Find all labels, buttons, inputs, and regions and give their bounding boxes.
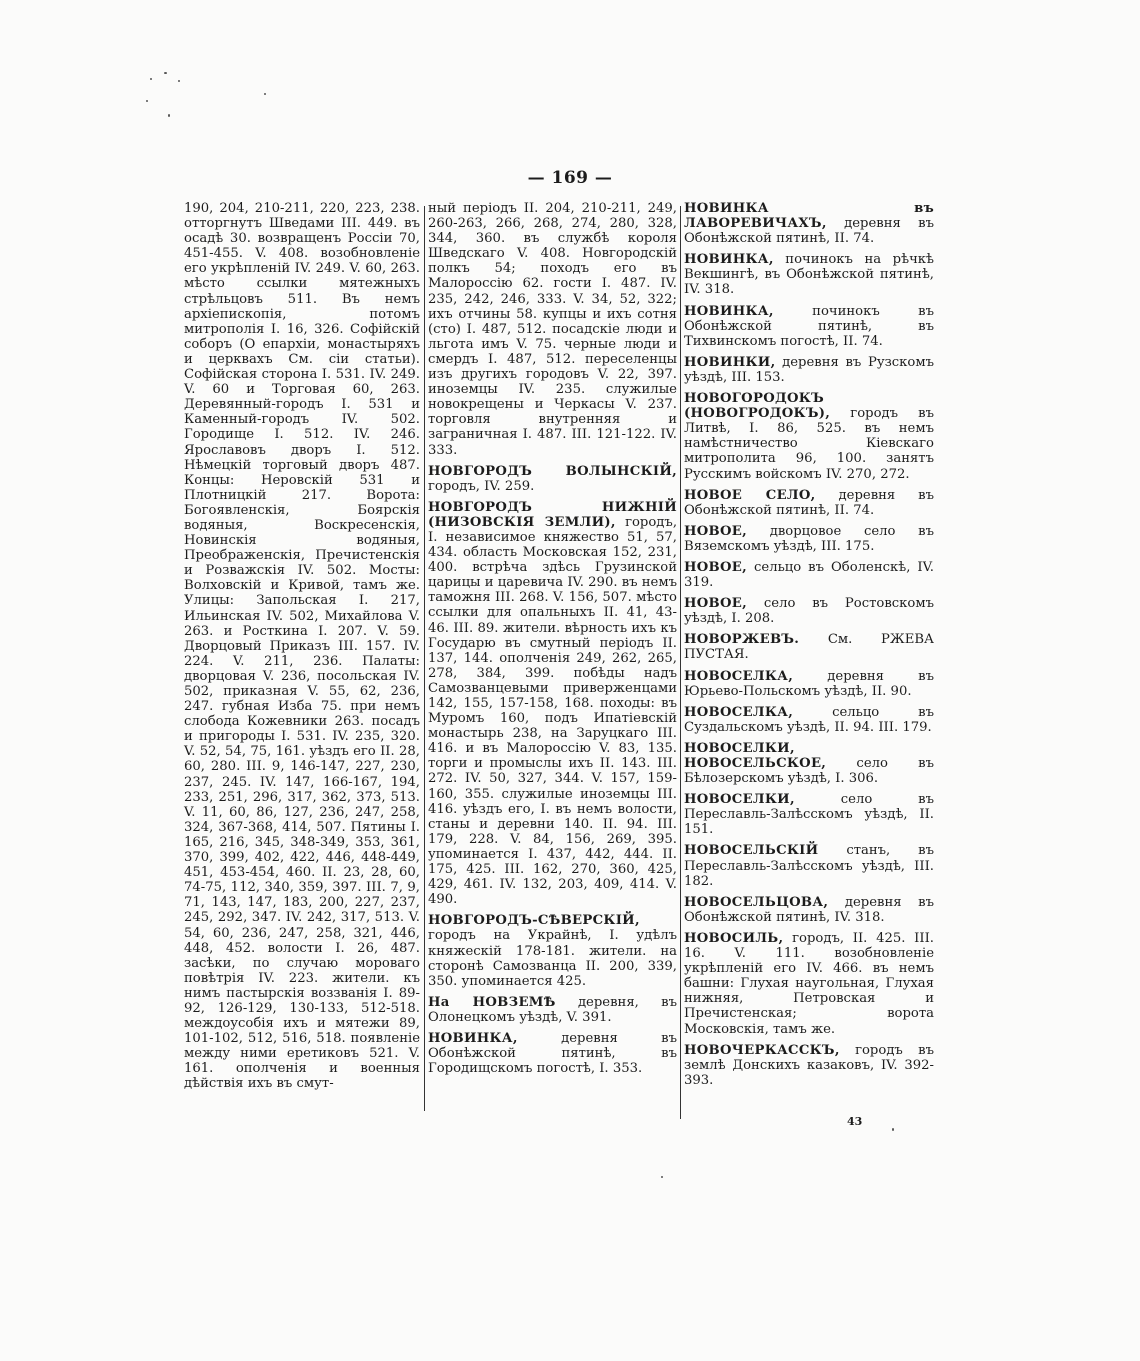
index-entry [684, 304, 934, 349]
entry-text: 190, 204, 210-211, 220, 223, 238. отторгнутъ Шведами III. 449. въ осадѣ 30. возвращенъ Россіи 70, 451-455. V. 408. возобновленіе его укрѣпленій IV. 249. V. 60, 263. мѣсто ссылки мятежныхъ стрѣльцовъ 511. Въ немъ архіепископія, потомъ митрополія I. 16, 326. Софійскій соборъ (О епархіи, монастыряхъ и церквахъ См. сіи статьи). Софійская сторона I. 531. IV. 249. V. 60 и Торговая 60, 263. Деревянный-городъ I. 531 и Каменный-городъ IV. 502. Городище I. 512. IV. 246. Ярославовъ дворъ I. 512. Нѣмецкій торговый дворъ 487. Концы: Неровскій 531 и Плотницкій 217. Ворота: Богоявленскія, Боярскія водяныя, Воскресенскія, Новинскія водяныя, Преображенскія, Пречистенскія и Розважскія IV. 502. Мосты: Волховскій и Кривой, тамъ же. Улицы: Запольская I. 217, Ильинская IV. 502, Михайлова V. 263. и Росткина I. 207. V. 59. Дворцовый Приказъ III. 157. IV. 224. V. 211, 236. Палаты: дворцовая V. 236, посольская IV. 502, приказная V. 55, 62, 236, 247. губная Изба 75. при немъ слобода Кожевники 263. посадъ и пригороды I. 531. IV. 235, 320. V. 52, 54, 75, 161. уѣздъ его II. 28, 60, 280. III. 9, 146-147, 227, 230, 237, 245. IV. 147, 166-167, 194, 233, 251, 296, 317, 362, 373, 513. V. 11, 60, 86, 127, 236, 247, 258, 324, 367-368, 414, 507. Пятины I. 165, 216, 345, 348-349, 353, 361, 370, 399, 402, 422, 446, 448-449, 451, 453-454, 460. II. 23, 28, 60, 74-75, 112, 340, 359, 397. III. 7, 9, 71, 143, 147, 183, 200, 227, 237, 245, 292, 347. IV. 242, 317, 513. V. 54, 60, 236, 247, 258, 321, 446, 448, 452. волости I. 26, 487. засѣки, по случаю мороваго повѣтрія IV. 223. жители. къ нимъ пастырскія воззванія I. 89-92, 126-129, 130-133, 512-518. междоусобія ихъ и мятежи 89, 101-102, 512, 516, 518. появленіе между ними еретиковъ 521. V. 161. ополченія и военныя дѣйствія ихъ въ смут- [184, 201, 420, 1092]
entry-text: деревня въ Обонѣжской пятинѣ, II. 74. [684, 216, 934, 247]
entry-text: сельцо въ Суздальскомъ уѣздѣ, II. 94. III. 179. [684, 704, 934, 735]
entry-text: городъ въ Литвѣ, I. 86, 525. въ немъ намѣстничество Кіевскаго митрополита 96, 100. занятъ Русскимъ войскомъ IV. 270, 272. [684, 406, 934, 482]
entry-heading: НОВОСЕЛКА, [684, 704, 794, 720]
index-entry [684, 931, 934, 1037]
scan-speck [164, 72, 167, 74]
sheet-number: 43 [847, 1115, 863, 1128]
entry-heading: НОВОЕ, [684, 523, 748, 539]
entry-text: деревня въ Обонѣжской пятинѣ, II. 74. [684, 487, 935, 518]
text-column-1 [184, 201, 420, 1098]
text-column-2 [428, 201, 677, 1082]
entry-text: деревня, въ Олонецкомъ уѣздѣ, V. 391. [428, 994, 677, 1025]
entry-heading: НОВИНКА, [684, 252, 774, 268]
index-entry [684, 741, 934, 786]
page-number: — 169 — [527, 168, 613, 188]
index-entry [684, 355, 934, 385]
entry-text: село въ Бѣлозерскомъ уѣздѣ, I. 306. [684, 756, 934, 787]
entry-text: городъ, IV. 259. [428, 478, 535, 494]
index-entry [684, 596, 934, 626]
entry-heading: НОВОЧЕРКАССКЪ, [684, 1042, 840, 1058]
index-entry [684, 560, 934, 590]
index-entry [684, 488, 934, 518]
column-rule-left [424, 206, 425, 1111]
index-entry [184, 201, 420, 1092]
scan-speck [264, 93, 266, 95]
scan-speck [168, 114, 170, 117]
entry-text: село въ Ростовскомъ уѣздѣ, I. 208. [684, 596, 934, 627]
scan-speck [146, 100, 148, 102]
scan-speck [661, 1176, 663, 1178]
scan-speck [178, 80, 180, 82]
index-entry [428, 1031, 677, 1076]
entry-heading: НОВОЕ, [684, 596, 748, 612]
index-entry [684, 705, 934, 735]
entry-text: ный періодъ II. 204, 210-211, 249, 260-263, 266, 268, 274, 280, 328, 344, 360. въ службѣ короля Шведскаго V. 408. Новгородскій полкъ 54; походъ его въ Малороссію 62. гости I. 487. IV. 235, 242, 246, 333. V. 34, 52, 322; ихъ отчины 58. купцы и ихъ сотня (сто) I. 487, 512. посадскіе люди и льгота имъ V. 75. черные люди и смердъ I. 487, 512. переселенцы изъ другихъ городовъ V. 22, 397. иноземцы IV. 235. служилые новокрещены и Черкасы V. 237. торговля внутренняя и заграничная I. 487. III. 121-122. IV. 333. [428, 201, 677, 458]
index-entry [684, 843, 934, 888]
index-entry [684, 632, 934, 662]
entry-heading: НОВОСЕЛЬЦОВА, [684, 894, 829, 910]
index-entry [684, 391, 934, 482]
index-entry [428, 464, 677, 494]
index-entry [684, 1043, 934, 1088]
scan-speck [150, 78, 152, 80]
entry-heading: НОВОЕ СЕЛО, [684, 487, 816, 503]
index-entry [684, 201, 934, 246]
text-column-3 [684, 201, 934, 1094]
entry-heading: НОВГОРОДЪ-СѢВЕРСКІЙ, [428, 913, 640, 929]
entry-heading: НОВОГОРОДОКЪ (НОВОГРОДОКЪ), [684, 391, 831, 422]
scan-speck [892, 1128, 894, 1131]
entry-text: деревня въ Юрьево-Польскомъ уѣздѣ, II. 90. [684, 668, 934, 699]
entry-heading: НОВИНКА въ ЛАВОРЕВИЧАХЪ, [684, 201, 934, 232]
entry-text: село въ Переславль-Залѣсскомъ уѣздѣ, II. 151. [684, 792, 934, 838]
entry-heading: НОВОСИЛЬ, [684, 930, 784, 946]
entry-text: городъ, I. независимое княжество 51, 57, 434. область Московская 152, 231, 400. встрѣча здѣсь Грузинской царицы и царевича IV. 290. въ немъ таможня III. 268. V. 156, 507. мѣсто ссылки для опальныхъ II. 41, 43-46. III. 89. жители. вѣрность ихъ къ Государю въ смутный періодъ II. 137, 144. ополченія 249, 262, 265, 278, 384, 399. побѣды надъ Самозванцевыми приверженцами 142, 155, 157-158, 168. походы: въ Муромъ 160, подъ Ипатіевскій монастырь 238, на Заруцкаго III. 416. и въ Малороссію V. 83, 135. торги и промыслы ихъ II. 143. III. 272. IV. 50, 327, 344. V. 157, 159-160, 355. служилые иноземцы III. 416. уѣздъ его, I. въ немъ волости, станы и деревни 140. II. 94. III. 179, 228. V. 84, 156, 269, 395. упоминается I. 437, 442, 444. II. 175, 425. III. 162, 270, 360, 425, 429, 461. IV. 132, 203, 409, 414. V. 490. [428, 514, 678, 908]
index-entry [684, 792, 934, 837]
entry-heading: НОВОСЕЛКИ, [684, 792, 795, 808]
entry-heading: НОВИНКА, [428, 1030, 518, 1046]
entry-heading: На НОВЗЕМѢ [428, 994, 556, 1010]
entry-text: деревня въ Обонѣжской пятинѣ, въ Городищскомъ погостѣ, I. 353. [428, 1030, 677, 1077]
column-rule-right [680, 206, 681, 1119]
entry-heading: НОВОЕ, [684, 559, 748, 575]
entry-heading: НОВГОРОДЪ НИЖНІЙ (НИЗОВСКІЯ ЗЕМЛИ), [428, 499, 677, 530]
index-entry [428, 201, 677, 458]
entry-heading: НОВИНКИ, [684, 354, 776, 370]
entry-heading: НОВОСЕЛКИ, НОВОСЕЛЬСКОЕ, [684, 740, 827, 771]
entry-text: дворцовое село въ Вяземскомъ уѣздѣ, III. 175. [684, 523, 934, 554]
entry-heading: НОВГОРОДЪ ВОЛЫНСКІЙ, [428, 463, 677, 479]
index-entry [684, 895, 934, 925]
index-entry [428, 500, 677, 908]
index-entry [684, 252, 934, 297]
index-entry [684, 524, 934, 554]
entry-text: См. РЖЕВА ПУСТАЯ. [684, 632, 934, 663]
entry-text: городъ на Украйнѣ, I. удѣлъ княжескій 178-181. жители. на сторонѣ Самозванца II. 200, 339, 350. упоминается 425. [428, 928, 677, 989]
index-entry [428, 995, 677, 1025]
entry-text: починокъ въ Обонѣжской пятинѣ, въ Тихвинскомъ погостѣ, II. 74. [684, 303, 934, 349]
index-entry [428, 913, 677, 988]
entry-text: станъ, въ Переславль-Залѣсскомъ уѣздѣ, III. 182. [684, 843, 934, 889]
entry-text: городъ, II. 425. III. 16. V. 111. возобновленіе укрѣпленій его IV. 466. въ немъ башни: Глухая наугольная, Глухая нижняя, Петровская и Пречистенская; ворота Московскія, тамъ же. [684, 930, 934, 1037]
entry-text: починокъ на рѣчкѣ Векшингѣ, въ Обонѣжской пятинѣ, IV. 318. [684, 252, 934, 298]
entry-heading: НОВИНКА, [684, 303, 774, 319]
entry-heading: НОВОРЖЕВЪ. [684, 632, 800, 648]
entry-heading: НОВОСЕЛКА, [684, 668, 794, 684]
index-entry [684, 669, 934, 699]
entry-text: сельцо въ Оболенскѣ, IV. 319. [684, 559, 934, 591]
entry-heading: НОВОСЕЛЬСКІЙ [684, 843, 819, 859]
entry-text: деревня въ Обонѣжской пятинѣ, IV. 318. [684, 894, 934, 925]
entry-text: деревня въ Рузскомъ уѣздѣ, III. 153. [684, 354, 934, 385]
entry-text: городъ въ землѣ Донскихъ казаковъ, IV. 392-393. [684, 1042, 934, 1088]
